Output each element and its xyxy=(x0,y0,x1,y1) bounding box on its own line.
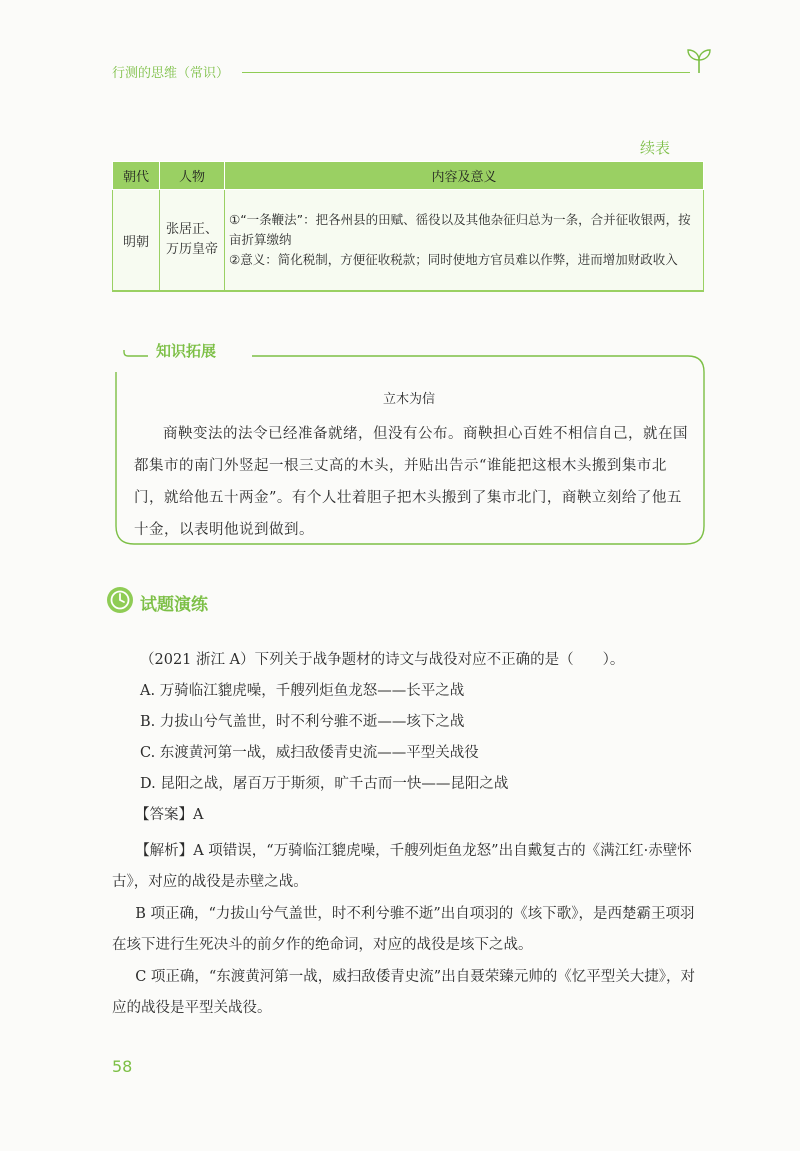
practice-section-title: 试题演练 xyxy=(140,595,208,615)
table-header-row xyxy=(113,162,704,190)
column-header-dynasty: 朝代 xyxy=(113,162,160,190)
analysis-paragraph xyxy=(112,836,708,898)
column-header-person: 人物 xyxy=(160,162,225,190)
page-number: 58 xyxy=(112,1057,133,1076)
table-bottom-rule xyxy=(113,291,704,292)
option-b: B. 力拔山兮气盖世，时不利兮骓不逝——垓下之战 xyxy=(140,714,465,730)
dynasty-table xyxy=(112,161,704,292)
running-header xyxy=(112,58,712,88)
running-header-title: 行测的思维（常识） xyxy=(112,66,230,81)
analysis-text: A 项错误，“万骑临江貔虎噪，千艘列炬鱼龙怒”出自戴复古的《满江红·赤壁怀古》，对应的战役是赤壁之战。 xyxy=(112,843,692,890)
knowledge-box xyxy=(112,342,706,546)
sprout-icon xyxy=(684,46,714,74)
continued-table-label: 续表 xyxy=(640,139,671,157)
table-row xyxy=(113,190,704,292)
answer-value: A xyxy=(193,807,204,823)
column-header-content: 内容及意义 xyxy=(225,162,704,190)
answer-line xyxy=(135,803,731,827)
analysis-paragraph-b: B 项正确，“力拔山兮气盖世，时不利兮骓不逝”出自项羽的《垓下歌》，是西楚霸王项羽在垓下进行生死决斗的前夕作的绝命词，对应的战役是垓下之战。 xyxy=(112,906,695,953)
analysis-label: 【解析】 xyxy=(135,843,194,859)
option-c: C. 东渡黄河第一战，威扫敌倭青史流——平型关战役 xyxy=(140,745,479,761)
option-a: A. 万骑临江貔虎噪，千艘列炬鱼龙怒——长平之战 xyxy=(140,683,465,699)
cell-dynasty: 明朝 xyxy=(113,190,160,292)
answer-label: 【答案】 xyxy=(135,807,193,823)
cell-people: 张居正、万历皇帝 xyxy=(160,190,225,292)
clock-icon xyxy=(105,585,135,615)
header-rule xyxy=(242,72,690,73)
knowledge-text: 商鞅变法的法令已经准备就绪，但没有公布。商鞅担心百姓不相信自己，就在国都集市的南门外竖起一根三丈高的木头，并贴出告示“谁能把这根木头搬到集市北门，就给他五十两金”。有个人壮着胆子把木头搬到了集市北门，商鞅立刻给了他五十金，以表明他说到做到。 xyxy=(134,426,688,538)
option-d: D. 昆阳之战，屠百万于斯须，旷千古而一快——昆阳之战 xyxy=(140,776,509,792)
content-line-1: ①“一条鞭法”：把各州县的田赋、徭役以及其他杂征归总为一条，合并征收银两，按亩折算缴纳 xyxy=(229,212,691,247)
analysis-paragraph-c: C 项正确，“东渡黄河第一战，威扫敌倭青史流”出自聂荣臻元帅的《忆平型关大捷》，对应的战役是平型关战役。 xyxy=(112,969,695,1016)
cell-content xyxy=(225,190,704,292)
question-stem: （2021 浙江 A）下列关于战争题材的诗文与战役对应不正确的是（ ）。 xyxy=(140,652,625,668)
knowledge-box-title: 知识拓展 xyxy=(150,340,222,361)
knowledge-heading: 立木为信 xyxy=(382,392,435,407)
content-line-2: ②意义：简化税制，方便征收税款；同时使地方官员难以作弊，进而增加财政收入 xyxy=(229,252,678,267)
